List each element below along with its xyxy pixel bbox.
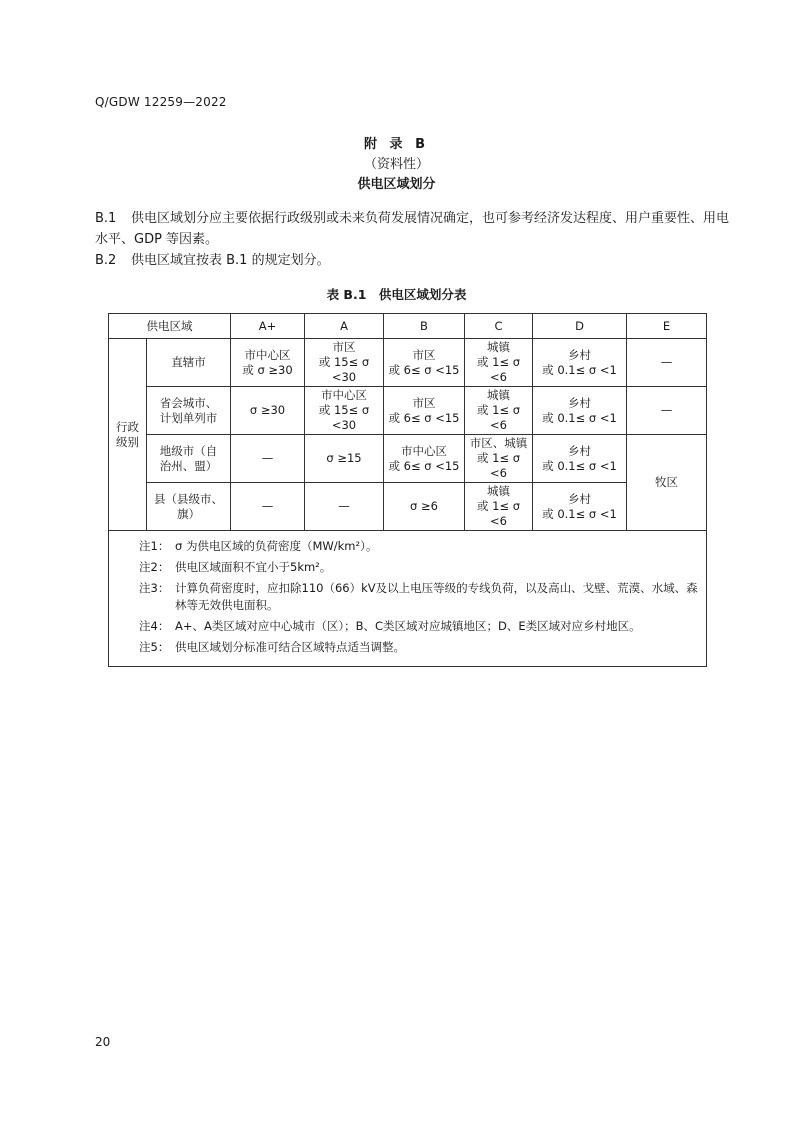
level-cell: 直辖市 <box>147 339 231 387</box>
table-cell: — <box>231 483 305 531</box>
header-cell: E <box>627 314 707 339</box>
note-text: 供电区域面积不宜小于5km²。 <box>175 560 332 574</box>
table-cell: 乡村 或 0.1≤ σ <1 <box>533 483 627 531</box>
table-cell: 城镇 或 1≤ σ <6 <box>465 339 533 387</box>
note-item <box>139 580 706 614</box>
note-label: 注4： <box>139 619 170 633</box>
table-cell: 市区 或 15≤ σ <30 <box>305 339 384 387</box>
clause-b1 <box>95 208 730 250</box>
table-cell: 城镇 或 1≤ σ <6 <box>465 483 533 531</box>
appendix-nature: （资料性） <box>363 157 429 172</box>
header-cell: B <box>384 314 465 339</box>
level-cell: 省会城市、 计划单列市 <box>147 387 231 435</box>
table-cell: 乡村 或 0.1≤ σ <1 <box>533 387 627 435</box>
table-cell: 市区、城镇 或 1≤ σ <6 <box>465 435 533 483</box>
header-cell: D <box>533 314 627 339</box>
header-cell: A+ <box>231 314 305 339</box>
supply-zone-table <box>108 313 707 667</box>
appendix-subject: 供电区域划分 <box>357 177 436 192</box>
table-caption: 表 B.1 供电区域划分表 <box>326 287 467 302</box>
table-cell: 乡村 或 0.1≤ σ <1 <box>533 339 627 387</box>
table-cell: — <box>305 483 384 531</box>
note-label: 注5： <box>139 640 170 654</box>
header-cell: A <box>305 314 384 339</box>
merged-cell-pastoral: 牧区 <box>627 435 707 531</box>
note-text: σ 为供电区域的负荷密度（MW/km²）。 <box>175 539 378 553</box>
table-cell: — <box>627 387 707 435</box>
table-cell: — <box>627 339 707 387</box>
appendix-title: 附 录 B <box>364 137 429 152</box>
clause-b2 <box>95 250 730 271</box>
note-text: 供电区域划分标准可结合区域特点适当调整。 <box>175 640 405 654</box>
table-cell: 市中心区 或 6≤ σ <15 <box>384 435 465 483</box>
clause-number: B.1 <box>95 211 117 226</box>
table-cell: 城镇 或 1≤ σ <6 <box>465 387 533 435</box>
table-notes-row <box>109 531 707 667</box>
note-item <box>139 618 706 635</box>
note-label: 注1： <box>139 539 170 553</box>
table-row <box>109 387 707 435</box>
table-cell: 市中心区 或 15≤ σ <30 <box>305 387 384 435</box>
table-row <box>109 339 707 387</box>
header-cell: 供电区域 <box>109 314 231 339</box>
note-label: 注2： <box>139 560 170 574</box>
group-label: 行政级别 <box>109 339 147 531</box>
table-cell: σ ≥15 <box>305 435 384 483</box>
table-cell: σ ≥30 <box>231 387 305 435</box>
level-cell: 县（县级市、 旗） <box>147 483 231 531</box>
clause-text: 供电区域划分应主要依据行政级别或未来负荷发展情况确定，也可参考经济发达程度、用户重要性、用电水平、GDP 等因素。 <box>95 211 730 247</box>
table-cell: 市中心区 或 σ ≥30 <box>231 339 305 387</box>
table-header-row <box>109 314 707 339</box>
clause-text: 供电区域宜按表 B.1 的规定划分。 <box>131 253 330 268</box>
note-text: A+、A类区域对应中心城市（区）；B、C类区域对应城镇地区；D、E类区域对应乡村地区。 <box>175 619 641 633</box>
table-notes <box>109 531 707 667</box>
table-cell: σ ≥6 <box>384 483 465 531</box>
table-cell: 市区 或 6≤ σ <15 <box>384 387 465 435</box>
note-label: 注3： <box>139 581 170 595</box>
clause-number: B.2 <box>95 253 117 268</box>
table-cell: 市区 或 6≤ σ <15 <box>384 339 465 387</box>
header-cell: C <box>465 314 533 339</box>
note-item <box>139 639 706 656</box>
level-cell: 地级市（自 治州、盟） <box>147 435 231 483</box>
document-code: Q/GDW 12259—2022 <box>95 95 227 109</box>
note-item <box>139 559 706 576</box>
table-row <box>109 483 707 531</box>
note-text: 计算负荷密度时，应扣除110（66）kV及以上电压等级的专线负荷，以及高山、戈壁、荒漠、水域、森林等无效供电面积。 <box>175 581 698 612</box>
table-row <box>109 435 707 483</box>
note-item <box>139 538 706 555</box>
page-number: 20 <box>95 1035 111 1049</box>
table-cell: — <box>231 435 305 483</box>
table-cell: 乡村 或 0.1≤ σ <1 <box>533 435 627 483</box>
